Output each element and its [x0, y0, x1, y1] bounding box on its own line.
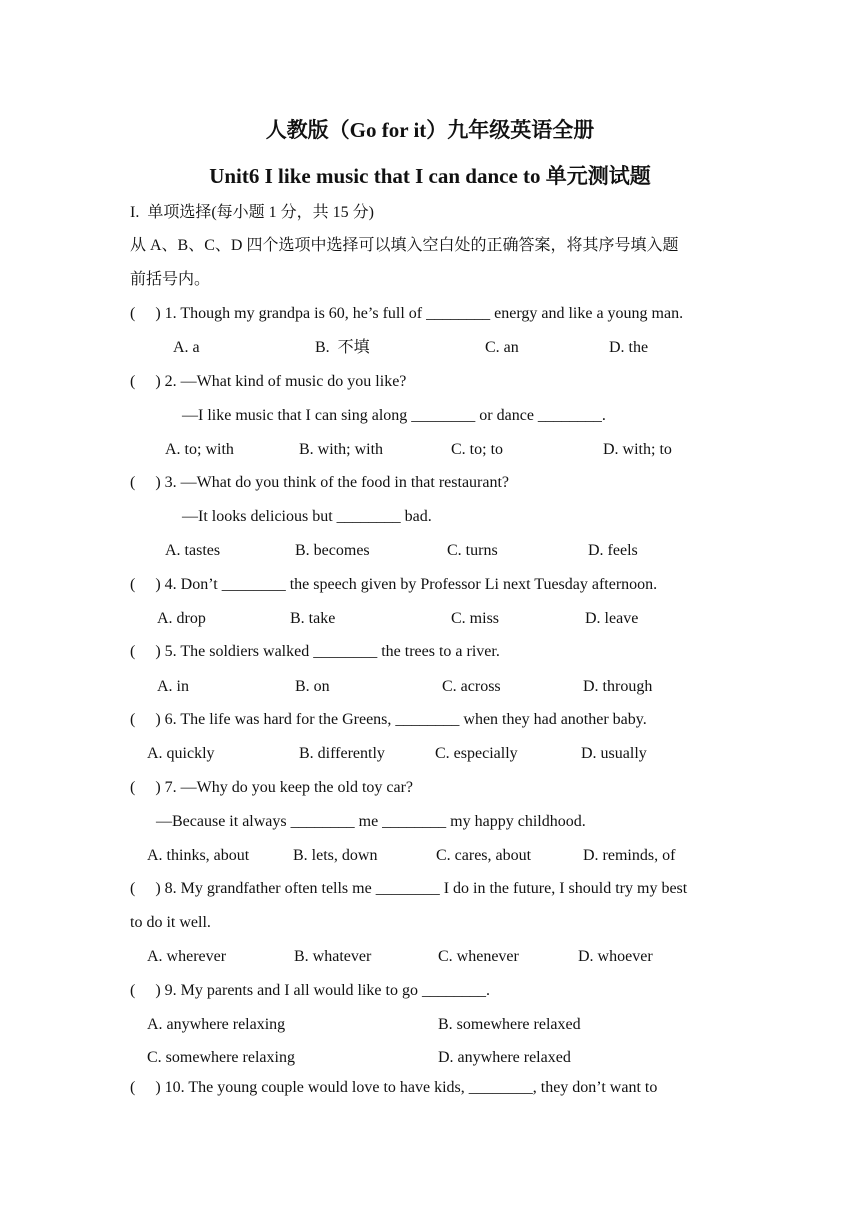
question-4-option-b: B. take — [290, 610, 336, 627]
question-4-option-d: D. leave — [585, 610, 639, 627]
question-5-option-d: D. through — [583, 678, 653, 695]
question-1-stem: ( ) 1. Though my grandpa is 60, he’s full of ________ energy and like a young man. — [130, 305, 684, 322]
section-heading: I. 单项选择(每小题 1 分，共 15 分) — [130, 204, 374, 221]
question-8-option-a: A. wherever — [147, 948, 227, 965]
question-3-response: —It looks delicious but ________ bad. — [182, 508, 432, 525]
question-2-option-a: A. to; with — [165, 441, 234, 458]
question-5-option-a: A. in — [157, 678, 189, 695]
question-2-option-c: C. to; to — [451, 441, 504, 458]
question-9-option-d: D. anywhere relaxed — [438, 1049, 571, 1066]
question-3-option-d: D. feels — [588, 542, 638, 559]
question-1-option-d: D. the — [609, 339, 649, 356]
question-4-stem: ( ) 4. Don’t ________ the speech given by Professor Li next Tuesday afternoon. — [130, 576, 658, 593]
question-3-option-a: A. tastes — [165, 542, 221, 559]
question-7-option-d: D. reminds, of — [583, 847, 676, 864]
question-3-option-c: C. turns — [447, 542, 498, 559]
question-9-option-b: B. somewhere relaxed — [438, 1016, 581, 1033]
question-2-option-d: D. with; to — [603, 441, 672, 458]
question-8-option-c: C. whenever — [438, 948, 519, 965]
question-9-stem: ( ) 9. My parents and I all would like to go ________. — [130, 982, 490, 999]
question-10-stem: ( ) 10. The young couple would love to have kids, ________, they don’t want to — [130, 1079, 658, 1096]
question-5-option-b: B. on — [295, 678, 330, 695]
question-6-stem: ( ) 6. The life was hard for the Greens, ________ when they had another baby. — [130, 711, 647, 728]
question-7-response: —Because it always ________ me ________ my happy childhood. — [156, 813, 586, 830]
question-7-option-b: B. lets, down — [293, 847, 378, 864]
question-8-stem-continued: to do it well. — [130, 914, 211, 931]
question-6-option-d: D. usually — [581, 745, 647, 762]
document-title: 人教版（Go for it）九年级英语全册 — [265, 118, 595, 142]
question-7-option-c: C. cares, about — [436, 847, 532, 864]
question-8-option-d: D. whoever — [578, 948, 653, 965]
question-1-option-c: C. an — [485, 339, 519, 356]
question-6-option-b: B. differently — [299, 745, 385, 762]
question-5-stem: ( ) 5. The soldiers walked ________ the trees to a river. — [130, 643, 500, 660]
instruction-line-1: 从 A、B、C、D 四个选项中选择可以填入空白处的正确答案，将其序号填入题 — [130, 237, 679, 254]
question-2-option-b: B. with; with — [299, 441, 384, 458]
question-7-option-a: A. thinks, about — [147, 847, 250, 864]
question-8-option-b: B. whatever — [294, 948, 372, 965]
document-subtitle: Unit6 I like music that I can dance to 单元测试题 — [209, 164, 651, 188]
question-5-option-c: C. across — [442, 678, 501, 695]
question-2-stem: ( ) 2. —What kind of music do you like? — [130, 373, 407, 390]
question-6-option-c: C. especially — [435, 745, 518, 762]
question-8-stem: ( ) 8. My grandfather often tells me ________ I do in the future, I should try my best — [130, 880, 688, 897]
question-1-option-b: B. 不填 — [315, 339, 370, 356]
question-4-option-c: C. miss — [451, 610, 500, 627]
instruction-line-2: 前括号内。 — [130, 271, 211, 288]
question-7-stem: ( ) 7. —Why do you keep the old toy car? — [130, 779, 414, 796]
question-6-option-a: A. quickly — [147, 745, 215, 762]
question-9-option-c: C. somewhere relaxing — [147, 1049, 295, 1066]
question-4-option-a: A. drop — [157, 610, 206, 627]
question-2-response: —I like music that I can sing along ________ or dance ________. — [182, 407, 606, 424]
question-3-option-b: B. becomes — [295, 542, 370, 559]
question-9-option-a: A. anywhere relaxing — [147, 1016, 286, 1033]
question-1-option-a: A. a — [173, 339, 200, 356]
question-3-stem: ( ) 3. —What do you think of the food in that restaurant? — [130, 474, 510, 491]
